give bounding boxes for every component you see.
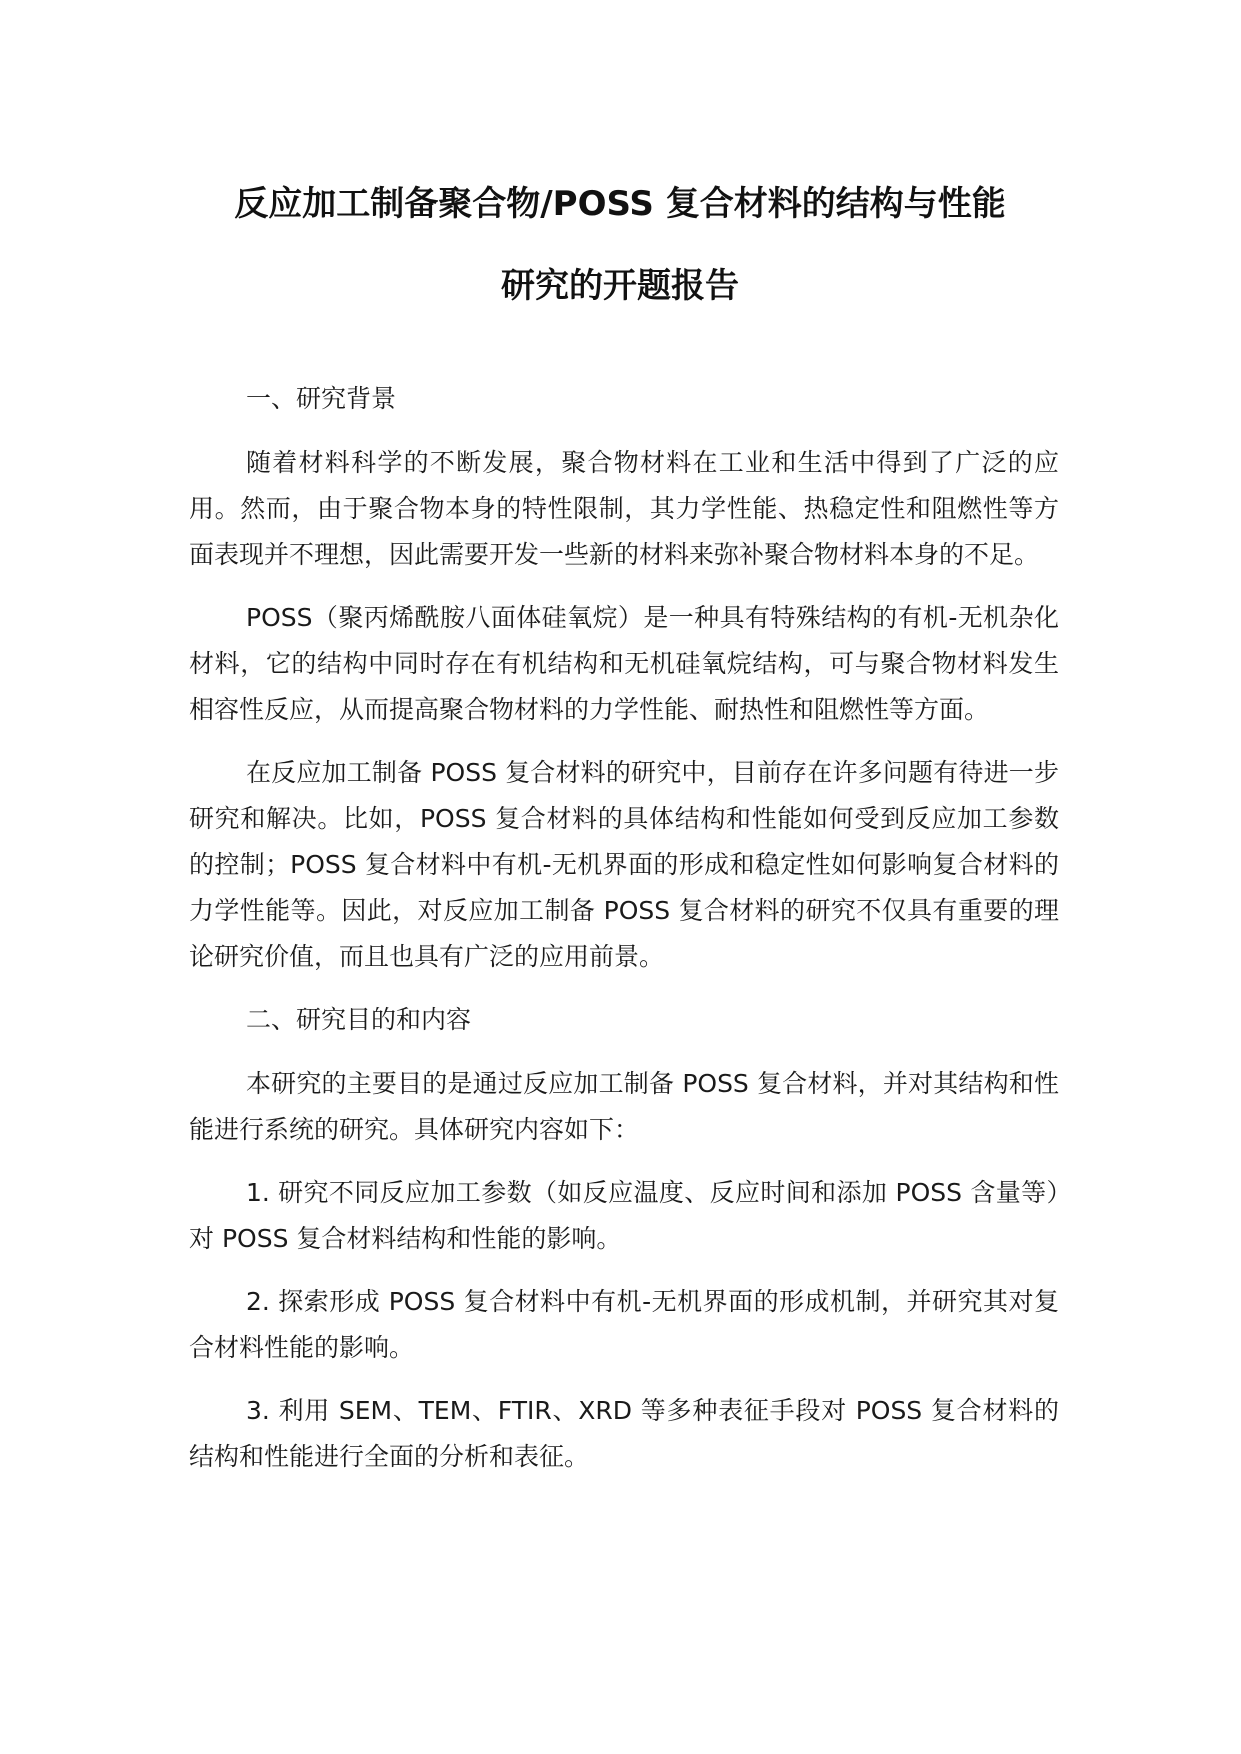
list-item: 2. 探索形成 POSS 复合材料中有机-无机界面的形成机制，并研究其对复合材料性能的影响。 <box>189 1287 1059 1362</box>
document-title-line-1: 反应加工制备聚合物/POSS 复合材料的结构与性能 <box>234 184 1006 224</box>
list-item: 3. 利用 SEM、TEM、FTIR、XRD 等多种表征手段对 POSS 复合材料的结构和性能进行全面的分析和表征。 <box>189 1396 1059 1471</box>
paragraph: 在反应加工制备 POSS 复合材料的研究中，目前存在许多问题有待进一步研究和解决。比如，POSS 复合材料的具体结构和性能如何受到反应加工参数的控制；POSS 复合材料中有机-无机界面的形成和稳定性如何影响复合材料的力学性能等。因此，对反应加工制备 POSS 复合材料的研究不仅具有重要的理论研究价值，而且也具有广泛的应用前景。 <box>189 758 1059 971</box>
list-item: 1. 研究不同反应加工参数（如反应温度、反应时间和添加 POSS 含量等）对 POSS 复合材料结构和性能的影响。 <box>189 1178 1059 1253</box>
section-heading-objectives: 二、研究目的和内容 <box>246 1005 472 1034</box>
paragraph: 随着材料科学的不断发展，聚合物材料在工业和生活中得到了广泛的应用。然而，由于聚合物本身的特性限制，其力学性能、热稳定性和阻燃性等方面表现并不理想，因此需要开发一些新的材料来弥补聚合物材料本身的不足。 <box>189 448 1059 569</box>
paragraph: 本研究的主要目的是通过反应加工制备 POSS 复合材料，并对其结构和性能进行系统的研究。具体研究内容如下： <box>189 1069 1059 1144</box>
section-heading-background: 一、研究背景 <box>246 384 397 413</box>
document-title-line-2: 研究的开题报告 <box>501 266 739 306</box>
document-body <box>189 376 1059 1497</box>
paragraph: POSS（聚丙烯酰胺八面体硅氧烷）是一种具有特殊结构的有机-无机杂化材料，它的结构中同时存在有机结构和无机硅氧烷结构，可与聚合物材料发生相容性反应，从而提高聚合物材料的力学性能、耐热性和阻燃性等方面。 <box>189 603 1059 724</box>
